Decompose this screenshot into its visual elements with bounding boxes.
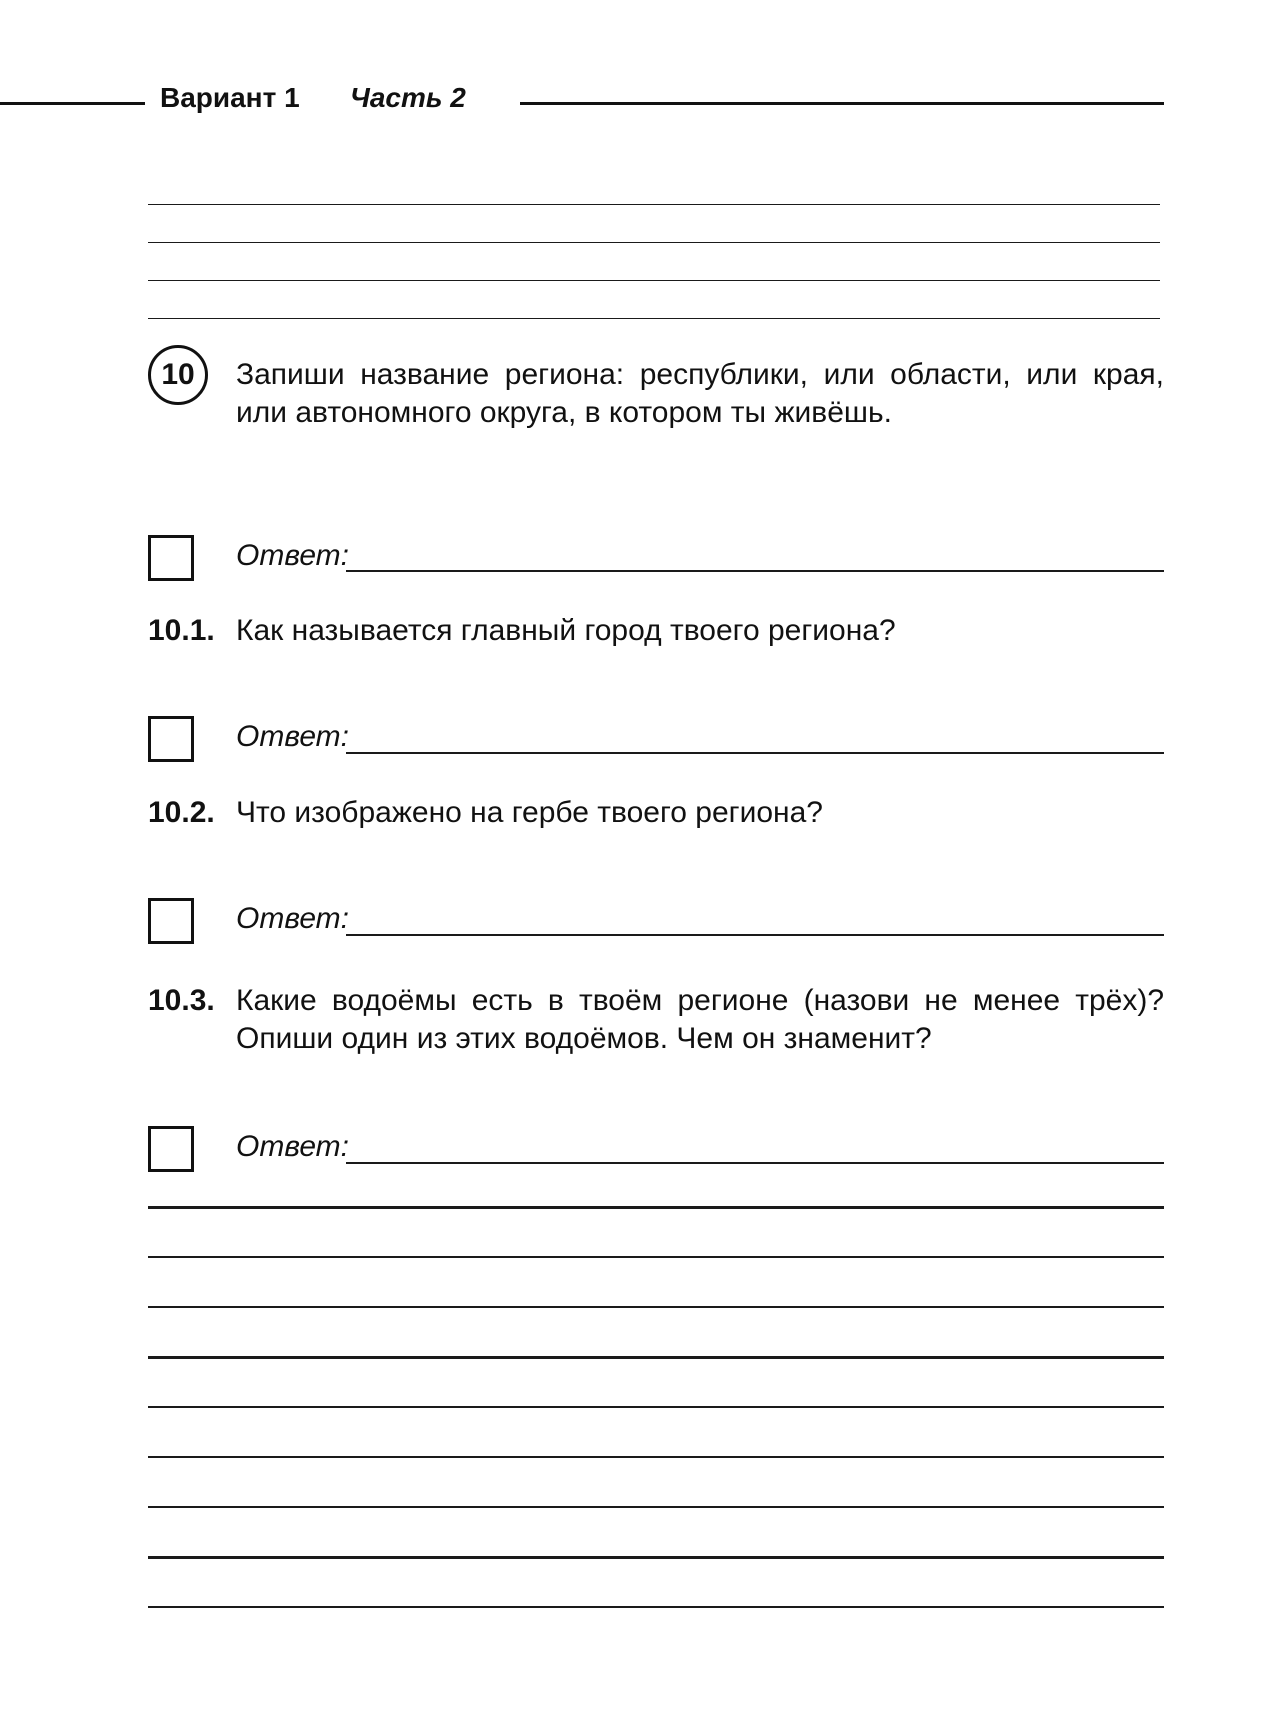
question-10-3-text: Какие водоёмы есть в твоём регионе (назови не менее трёх)? Опиши один из этих водоёмов. Чем он знаменит? [236, 984, 1164, 1055]
writing-line[interactable] [148, 1456, 1164, 1458]
writing-line[interactable] [148, 280, 1160, 281]
answer-label-10-3: Ответ: [236, 1130, 349, 1163]
question-10-1-number: 10.1. [148, 614, 215, 647]
answer-line-10-3[interactable] [346, 1162, 1164, 1164]
answer-label-10-1: Ответ: [236, 720, 349, 753]
question-10-2-text: Что изображено на гербе твоего региона? [236, 796, 823, 829]
question-10-text: Запиши название региона: республики, или области, или края, или автономного округа, в котором ты живёшь. [236, 358, 1164, 429]
writing-line[interactable] [148, 1556, 1164, 1559]
header-rule-right [520, 102, 1164, 105]
answer-line-10[interactable] [346, 570, 1164, 572]
question-10-1-text: Как называется главный город твоего региона? [236, 614, 896, 647]
writing-line[interactable] [148, 1356, 1164, 1359]
score-box-10-3[interactable] [148, 1126, 194, 1172]
answer-label-10-2: Ответ: [236, 902, 349, 935]
question-10-3-number: 10.3. [148, 984, 215, 1017]
answer-line-10-1[interactable] [346, 752, 1164, 754]
variant-label: Вариант 1 [160, 82, 300, 113]
writing-line[interactable] [148, 1306, 1164, 1308]
writing-line[interactable] [148, 1606, 1164, 1608]
writing-line[interactable] [148, 242, 1160, 243]
score-box-10-1[interactable] [148, 716, 194, 762]
answer-label-10: Ответ: [236, 539, 349, 572]
writing-line[interactable] [148, 204, 1160, 205]
score-box-10[interactable] [148, 535, 194, 581]
answer-line-10-2[interactable] [346, 934, 1164, 936]
writing-line[interactable] [148, 1206, 1164, 1209]
writing-line[interactable] [148, 1506, 1164, 1508]
writing-line[interactable] [148, 1256, 1164, 1258]
part-label: Часть 2 [350, 82, 466, 113]
header-rule-left [0, 102, 145, 105]
score-box-10-2[interactable] [148, 898, 194, 944]
writing-line[interactable] [148, 1406, 1164, 1408]
question-10-number: 10 [148, 345, 208, 405]
writing-line[interactable] [148, 318, 1160, 319]
question-10-2-number: 10.2. [148, 796, 215, 829]
